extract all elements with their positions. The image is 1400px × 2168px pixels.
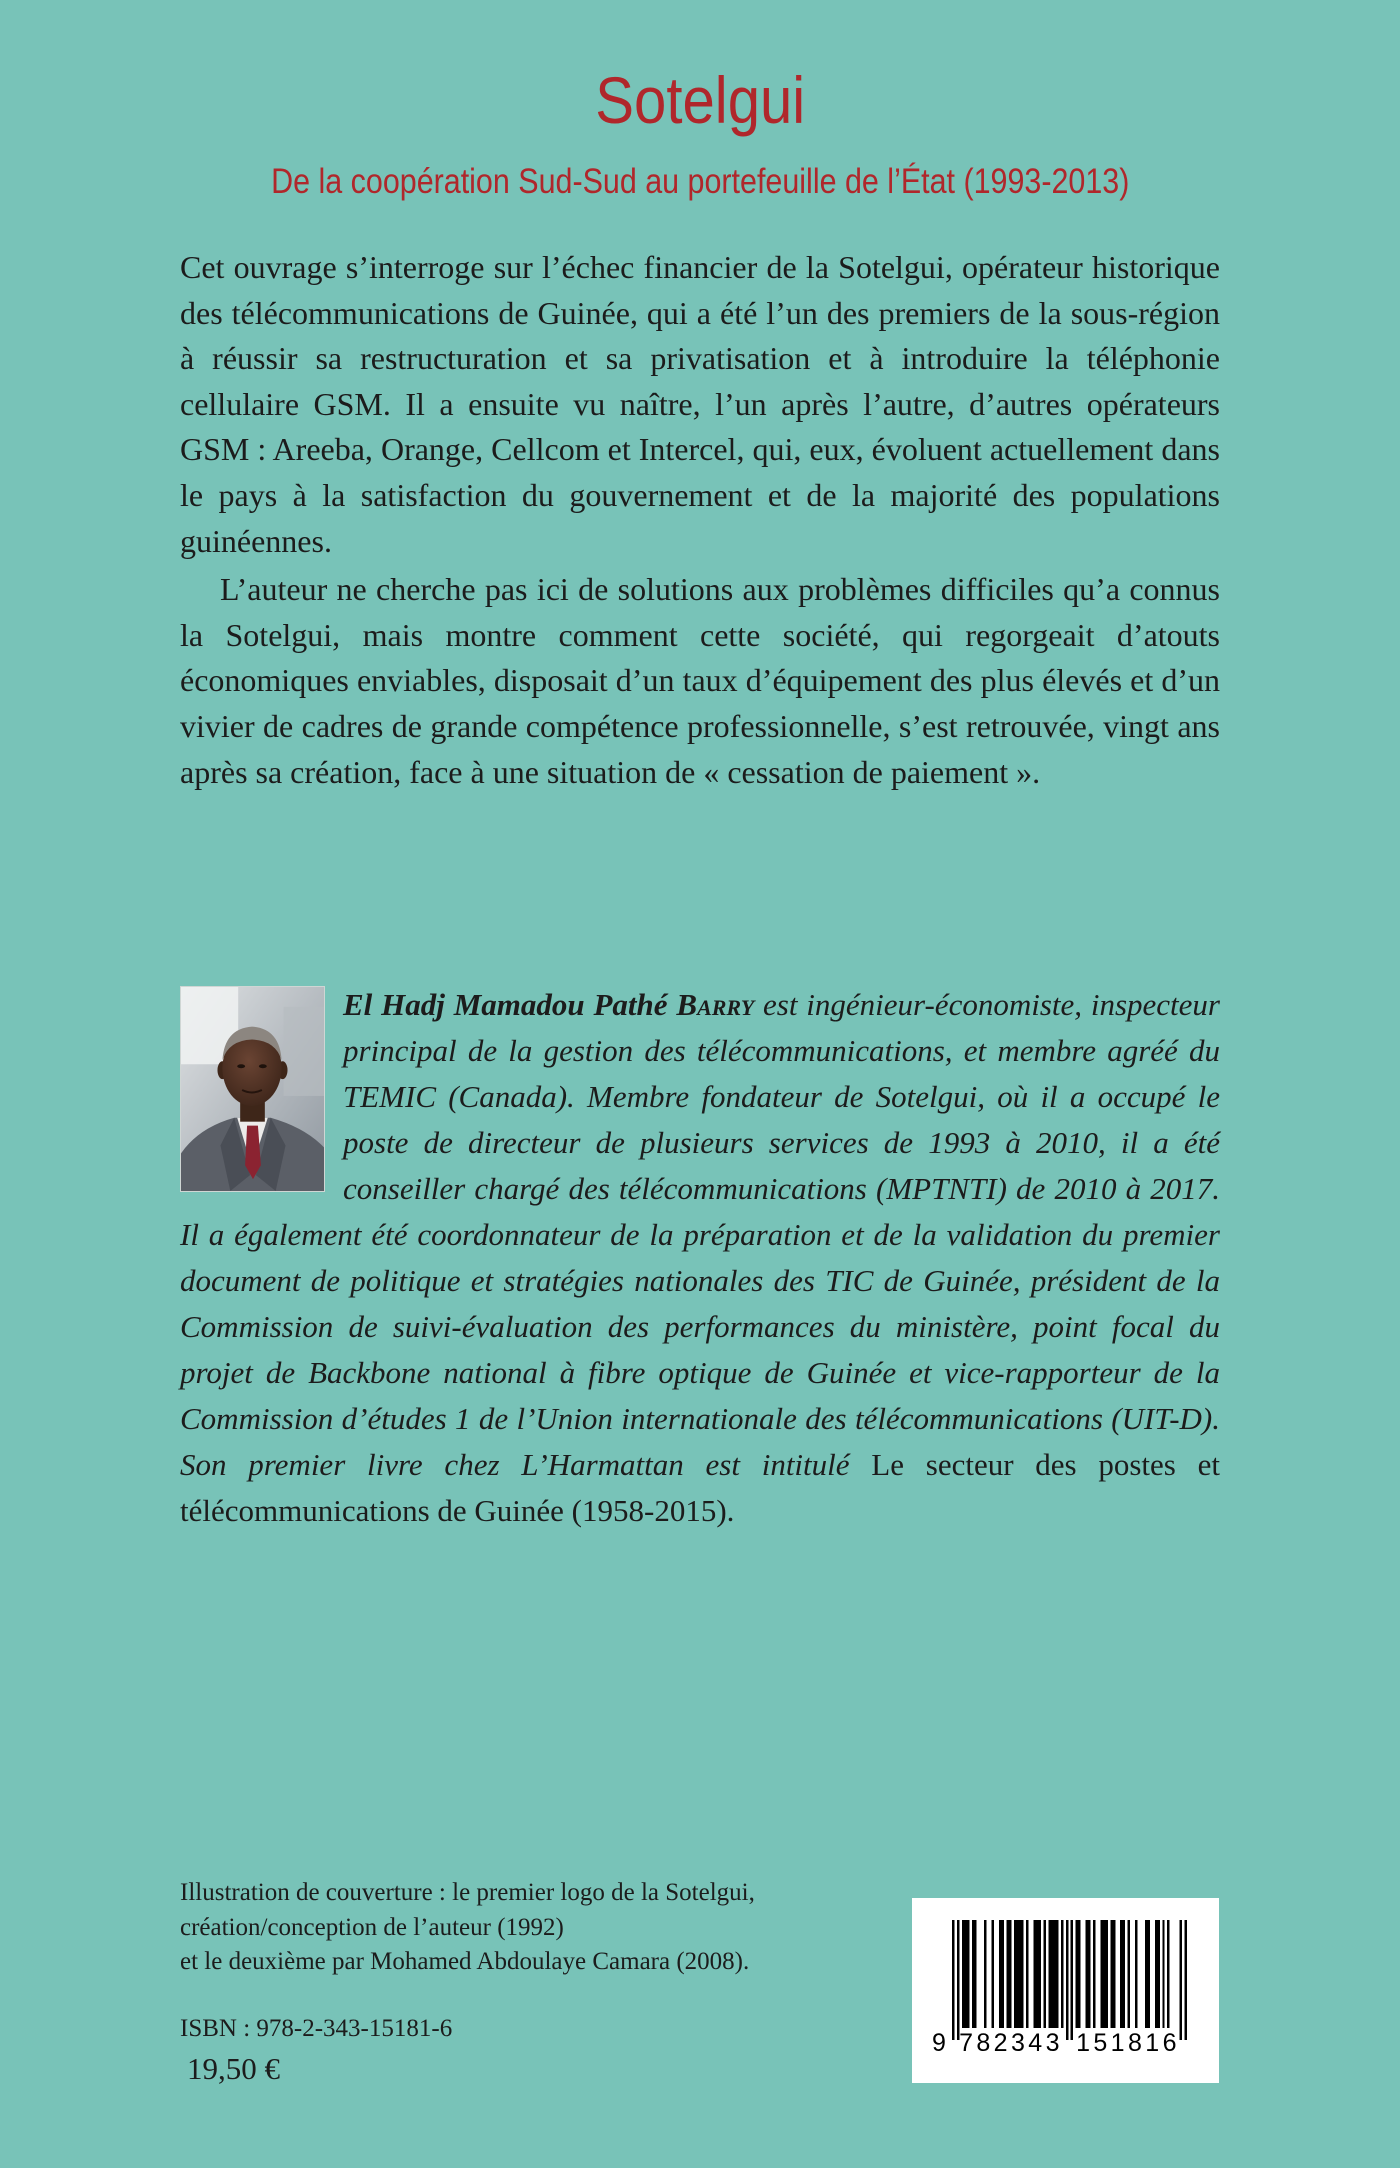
barcode-bar bbox=[1086, 1920, 1091, 2028]
author-last-name: Barry bbox=[676, 987, 755, 1022]
barcode-guard-bar bbox=[1071, 1920, 1073, 2040]
left-eye bbox=[237, 1064, 245, 1068]
barcode-bar bbox=[1135, 1920, 1137, 2028]
barcode-bar bbox=[984, 1920, 986, 2028]
barcode-guard-bar bbox=[952, 1920, 954, 2040]
isbn: ISBN : 978-2-343-15181-6 bbox=[180, 2015, 453, 2042]
book-title-text: Sotelgui bbox=[595, 63, 805, 137]
barcode-left-digits: 782343 bbox=[959, 2029, 1063, 2057]
price: 19,50 € bbox=[187, 2051, 280, 2086]
barcode-bar bbox=[1100, 1920, 1107, 2028]
previous-book-title: Le secteur des postes et télécommunications de Guinée (1958-2015). bbox=[180, 1447, 1220, 1528]
book-subtitle-text: De la coopération Sud-Sud au portefeuille de l’État (1993-2013) bbox=[270, 162, 1130, 201]
barcode-bar bbox=[1076, 1920, 1081, 2028]
barcode-guard-bar bbox=[1185, 1920, 1187, 2040]
barcode-bar bbox=[1044, 1920, 1046, 2028]
barcode-bar bbox=[1026, 1920, 1028, 2028]
barcode-bar bbox=[972, 1920, 977, 2028]
credit-line: et le deuxième par Mohamed Abdoulaye Camara (2008). bbox=[180, 1948, 750, 1975]
book-subtitle bbox=[0, 160, 1400, 204]
book-summary bbox=[180, 245, 1220, 795]
summary-paragraph: L’auteur ne cherche pas ici de solutions aux problèmes difficiles qu’a connus la Sotelgui, mais montre comment cette société, qui regorgeait d’atouts économiques enviables, disposait d’un taux d’équipement des plus élevés et d’un vivier de cadres de grande compétence professionnelle, s’est retrouvée, vingt ans après sa création, face à une situation de « cessation de paiement ». bbox=[180, 571, 1220, 790]
author-bio-section bbox=[180, 982, 1220, 1534]
book-title bbox=[0, 60, 1400, 140]
barcode-bar bbox=[962, 1920, 969, 2028]
barcode-bar bbox=[1162, 1920, 1164, 2028]
barcode-bar bbox=[1110, 1920, 1115, 2028]
barcode-guard-bar bbox=[957, 1920, 959, 2040]
barcode-bar bbox=[1006, 1920, 1011, 2028]
barcode-bar bbox=[1061, 1920, 1063, 2028]
photo-wall-panel bbox=[284, 1007, 324, 1096]
barcode-bar bbox=[1093, 1920, 1095, 2028]
credit-line: Illustration de couverture : le premier logo de la Sotelgui, bbox=[180, 1879, 755, 1906]
credit-line: création/conception de l’auteur (1992) bbox=[180, 1913, 564, 1941]
barcode-bars bbox=[952, 1920, 1187, 2042]
barcode-bar bbox=[999, 1920, 1004, 2028]
barcode-bar bbox=[992, 1920, 994, 2028]
right-eye bbox=[259, 1064, 267, 1068]
barcode-bar bbox=[1048, 1920, 1058, 2028]
barcode-first-digit: 9 bbox=[932, 2029, 946, 2057]
summary-paragraph: Cet ouvrage s’interroge sur l’échec financier de la Sotelgui, opérateur historique des télécommunications de Guinée, qui a été l’un des premiers de la sous-région à réussir sa restructuration et sa privatisation et à introduire la téléphonie cellulaire GSM. Il a ensuite vu naître, l’un après l’autre, d’autres opérateurs GSM : Areeba, Orange, Cellcom et Intercel, qui, eux, évoluent actuellement dans le pays à la satisfaction du gouvernement et de la majorité des populations guinéennes. bbox=[180, 249, 1220, 559]
barcode-bar bbox=[1120, 1920, 1125, 2028]
barcode-bar bbox=[1145, 1920, 1150, 2028]
barcode-bar bbox=[1034, 1920, 1041, 2028]
author-photo bbox=[180, 986, 325, 1192]
cover-illustration-credits bbox=[180, 1876, 755, 1980]
author-first-names: El Hadj Mamadou Pathé bbox=[343, 987, 668, 1022]
barcode-bar bbox=[1155, 1920, 1160, 2028]
barcode-bar bbox=[1014, 1920, 1024, 2028]
barcode-guard-bar bbox=[1066, 1920, 1068, 2040]
author-bio-text: est ingénieur-économiste, inspecteur principal de la gestion des télécommunications, et membre agréé du TEMIC (Canada). Membre fondateur de Sotelgui, où il a occupé le poste de directeur de plusieurs services de 1993 à 2010, il a été conseiller chargé des télécommunications (MPTNTI) de 2010 à 2017. Il a également été coordonnateur de la préparation et de la validation du premier document de politique et stratégies nationales des TIC de Guinée, président de la Commission de suivi-évaluation des performances du ministère, point focal du projet de Backbone national à fibre optique de Guinée et vice-rapporteur de la Commission d’études 1 de l’Union internationale des télécommunications (UIT-D). Son premier livre chez L’Harmattan est intitulé bbox=[180, 987, 1220, 1482]
barcode-bar bbox=[1167, 1920, 1169, 2028]
barcode-right-digits: 151816 bbox=[1076, 2029, 1180, 2057]
barcode-bar bbox=[1128, 1920, 1130, 2028]
barcode bbox=[912, 1898, 1219, 2083]
barcode-guard-bar bbox=[1180, 1920, 1182, 2040]
author-bio bbox=[180, 982, 1220, 1534]
